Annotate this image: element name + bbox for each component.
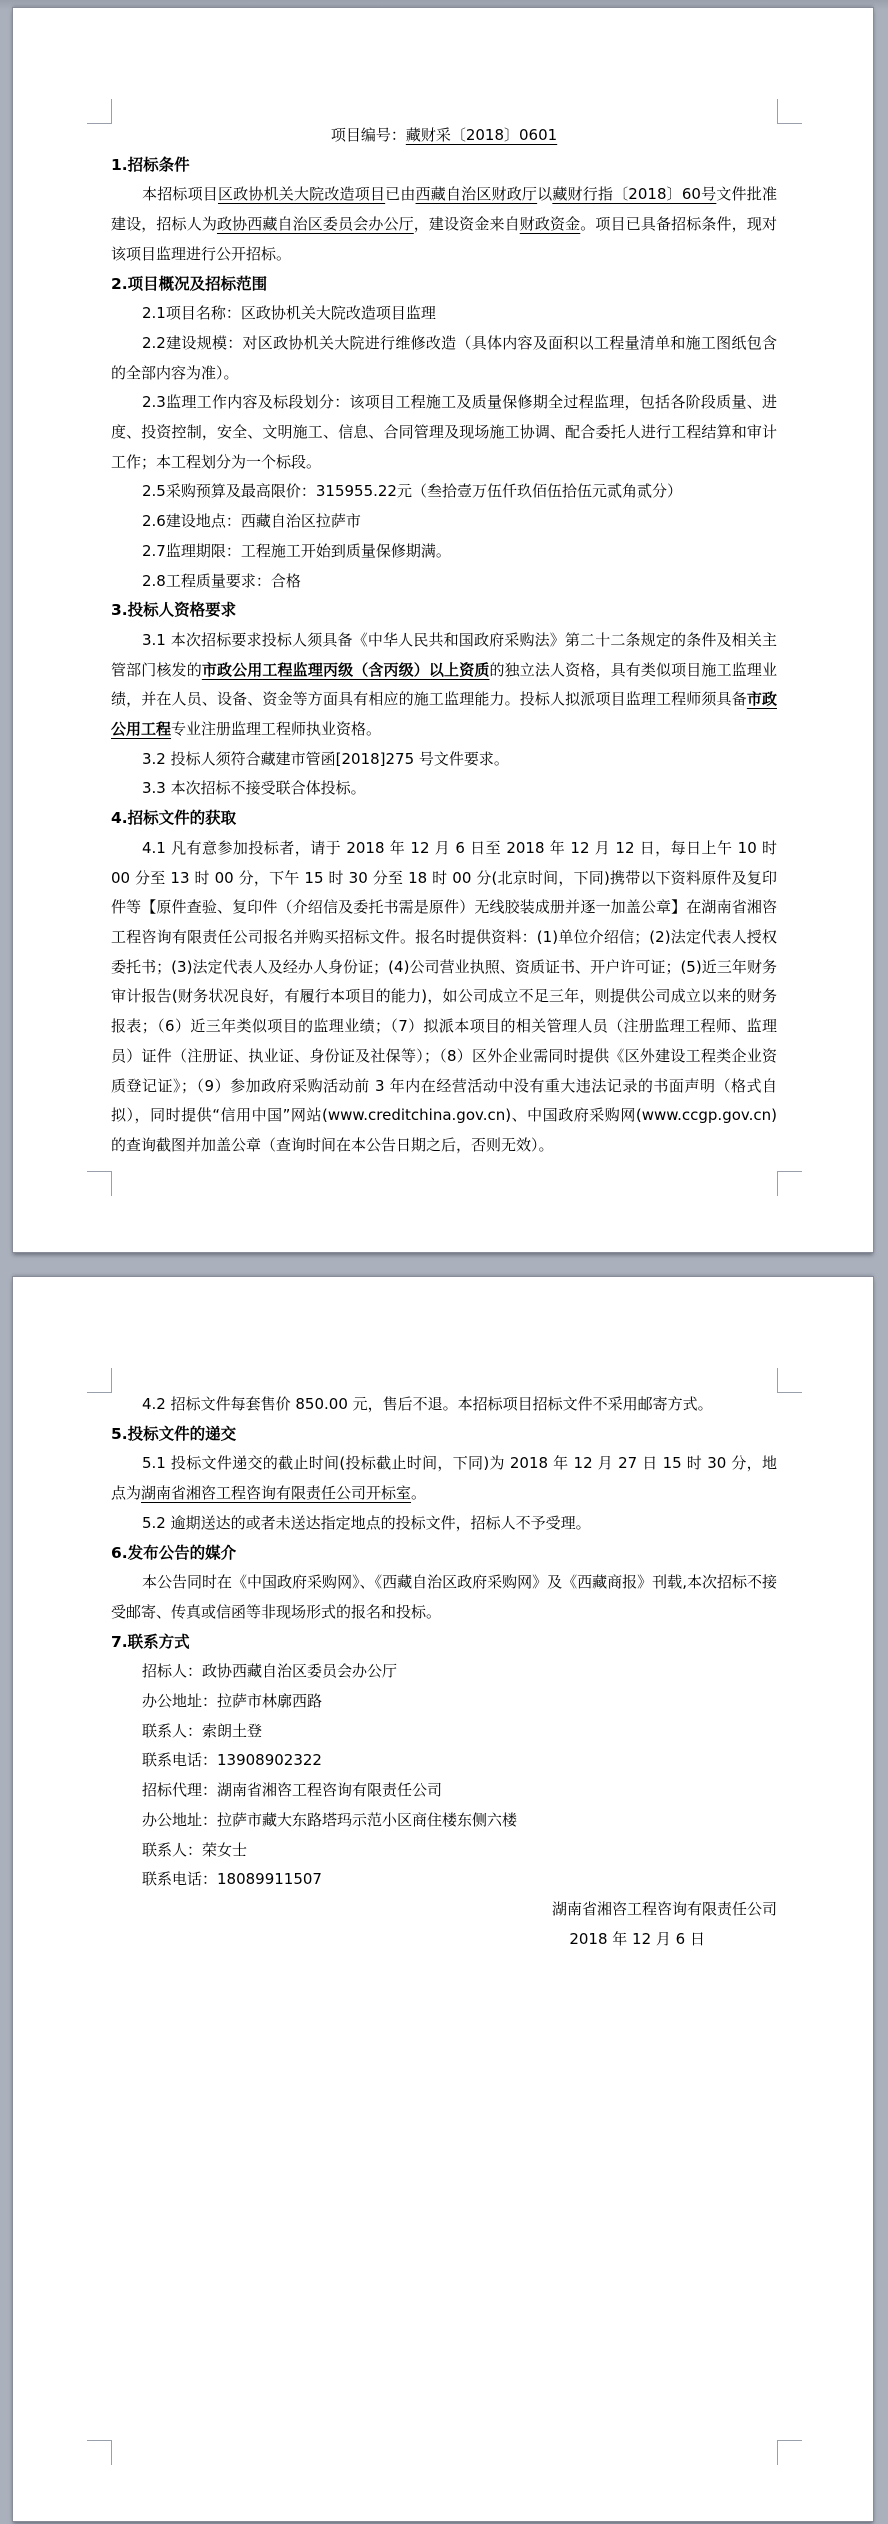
- text-run: 招标人：政协西藏自治区委员会办公厅: [142, 1662, 398, 1681]
- text-run: 财政资金: [519, 215, 581, 234]
- paragraph-body: [111, 774, 777, 804]
- margin-mark-top-right-icon: [777, 99, 802, 124]
- paragraph-body: [111, 388, 777, 477]
- paragraph-plain: [111, 1776, 777, 1806]
- text-run: 政协西藏自治区委员会办公厅: [216, 215, 414, 234]
- paragraph-heading: [111, 1628, 777, 1658]
- paragraph-body: [111, 537, 777, 567]
- paragraph-plain: [111, 1836, 777, 1866]
- text-run: 市政公用工程: [111, 690, 777, 739]
- text-run: 4.1 凡有意参加投标者，请于 2018 年 12 月 6 日至 2018 年 12 月 12 日，每日上午 10 时 00 分至 13 时 00 分，下午 15 时 30 分至 18 时 00 分(北京时间，下同)携带以下资料原件及复印件等【原件查验、复印件（介绍信及委托书需是原件）无线胶装成册并逐一加盖公章】在湖南省湘咨工程咨询有限责任公司报名并购买招标文件。报名时提供资料：(1)单位介绍信；(2)法定代表人授权委托书；(3)法定代表人及经办人身份证；(4)公司营业执照、资质证书、开户许可证；(5)近三年财务审计报告(财务状况良好，有履行本项目的能力)，如公司成立不足三年，则提供公司成立以来的财务报表；（6）近三年类似项目的监理业绩；（7）拟派本项目的相关管理人员（注册监理工程师、监理员）证件（注册证、执业证、身份证及社保等）；（8）区外企业需同时提供《区外建设工程类企业资质登记证》；（9）参加政府采购活动前 3 年内在经营活动中没有重大违法记录的书面声明（格式自拟），同时提供“信用中国”网站(www.creditchina.gov.cn)、中国政府采购网(www.ccgp.gov.cn)的查询截图并加盖公章（查询时间在本公告日期之后，否则无效）。: [111, 838, 782, 1154]
- text-run: 5.2 逾期送达的或者未送达指定地点的投标文件，招标人不予受理。: [142, 1513, 591, 1532]
- text-run: 4.招标文件的获取: [111, 809, 237, 828]
- text-run: 5.1 投标文件递交的截止时间(投标截止时间，下同)为 2018 年 12 月 27 日 15 时 30 分，地点为: [111, 1454, 777, 1503]
- paragraph-heading: [111, 1539, 777, 1569]
- margin-mark-bottom-right-icon: [777, 2440, 802, 2465]
- text-run: 联系电话：13908902322: [142, 1751, 322, 1770]
- text-run: 专业注册监理工程师执业资格。: [171, 720, 382, 739]
- margin-mark-top-left-icon: [87, 1368, 112, 1393]
- paragraph-plain: [111, 1657, 777, 1687]
- text-run: 办公地址：拉萨市藏大东路塔玛示范小区商住楼东侧六楼: [142, 1810, 518, 1829]
- text-run: 湖南省湘咨工程咨询有限责任公司: [551, 1899, 777, 1918]
- paragraph-heading: [111, 270, 777, 300]
- paragraph-heading: [111, 151, 777, 181]
- text-run: 2.7监理期限：工程施工开始到质量保修期满。: [142, 541, 451, 560]
- text-run: 本招标项目: [142, 185, 218, 204]
- text-run: 7.联系方式: [111, 1632, 190, 1651]
- paragraph-body: [111, 1509, 777, 1539]
- text-run: 已由: [385, 185, 416, 204]
- document-page-2: [13, 1277, 873, 2521]
- text-run: 6.发布公告的媒介: [111, 1543, 237, 1562]
- text-run: 3.投标人资格要求: [111, 601, 237, 620]
- paragraph-body: [111, 477, 777, 507]
- paragraph-body: [111, 299, 777, 329]
- margin-mark-top-right-icon: [777, 1368, 802, 1393]
- paragraph-heading: [111, 596, 777, 626]
- text-run: 2018 年 12 月 6 日: [569, 1929, 705, 1948]
- paragraph-title: [111, 121, 777, 151]
- text-run: 联系人：索朗土登: [142, 1721, 263, 1740]
- paragraph-body: [111, 567, 777, 597]
- text-run: 的独立法人资格，具有类似项目施工监理业绩，并在人员、设备、资金等方面具有相应的施工监理能力。投标人拟派项目监理工程师须具备: [111, 660, 777, 709]
- paragraph-plain: [111, 1865, 777, 1895]
- margin-mark-bottom-right-icon: [777, 1171, 802, 1196]
- text-run: 2.3监理工作内容及标段划分：该项目工程施工及质量保修期全过程监理，包括各阶段质量、进度、投资控制，安全、文明施工、信息、合同管理及现场施工协调、配合委托人进行工程结算和审计工作；本工程划分为一个标段。: [111, 393, 777, 471]
- page-2-content: [111, 1390, 777, 1954]
- paragraph-body: [111, 1568, 777, 1627]
- margin-mark-bottom-left-icon: [87, 1171, 112, 1196]
- text-run: 湖南省湘咨工程咨询有限责任公司开标室: [141, 1484, 412, 1503]
- text-run: 藏财采〔2018〕0601: [405, 126, 558, 144]
- paragraph-body: [111, 180, 777, 269]
- paragraph-body: [111, 507, 777, 537]
- text-run: 西藏自治区财政厅: [415, 185, 538, 204]
- paragraph-heading: [111, 1420, 777, 1450]
- paragraph-body: [111, 1390, 777, 1420]
- text-run: 办公地址：拉萨市林廓西路: [142, 1692, 323, 1711]
- text-run: 联系人：荣女士: [142, 1840, 248, 1859]
- text-run: 3.1 本次招标要求投标人须具备《中华人民共和国政府采购法》第二十二条规定的条件及相关主管部门核发的: [111, 630, 777, 679]
- text-run: 2.6建设地点：西藏自治区拉萨市: [142, 512, 361, 531]
- text-run: 5.投标文件的递交: [111, 1424, 237, 1443]
- paragraph-body: [111, 834, 782, 1161]
- paragraph-plain: [111, 1806, 777, 1836]
- paragraph-body: [111, 745, 777, 775]
- text-run: 4.2 招标文件每套售价 850.00 元，售后不退。本招标项目招标文件不采用邮寄方式。: [142, 1395, 713, 1413]
- page-1-content: [111, 121, 782, 1161]
- paragraph-sign: [111, 1895, 777, 1925]
- text-run: 2.2建设规模：对区政协机关大院进行维修改造（具体内容及面积以工程量清单和施工图纸包含的全部内容为准）。: [111, 333, 777, 382]
- text-run: 2.项目概况及招标范围: [111, 274, 268, 293]
- text-run: 3.3 本次招标不接受联合体投标。: [142, 779, 366, 798]
- margin-mark-bottom-left-icon: [87, 2440, 112, 2465]
- text-run: ，建设资金来自: [413, 215, 520, 234]
- text-run: 招标代理：湖南省湘咨工程咨询有限责任公司: [142, 1781, 443, 1800]
- text-run: 联系电话：18089911507: [142, 1870, 322, 1889]
- text-run: 藏财行指〔2018〕60号: [552, 185, 717, 204]
- text-run: 文件批准建设，招标人为: [111, 185, 777, 234]
- text-run: 3.2 投标人须符合藏建市管函[2018]275 号文件要求。: [142, 749, 509, 768]
- paragraph-body: [111, 329, 777, 388]
- text-run: 以: [537, 185, 553, 204]
- text-run: 。: [411, 1484, 427, 1503]
- document-page-1: [13, 8, 873, 1252]
- text-run: 项目编号：: [330, 126, 406, 144]
- text-run: 2.5采购预算及最高限价：315955.22元（叁拾壹万伍仟玖佰伍拾伍元贰角贰分）: [142, 482, 682, 501]
- paragraph-heading: [111, 804, 777, 834]
- text-run: 2.8工程质量要求：合格: [142, 571, 301, 590]
- text-run: 区政协机关大院改造项目: [217, 185, 386, 204]
- text-run: 市政公用工程监理丙级（含丙级）以上资质: [201, 660, 490, 679]
- paragraph-plain: [111, 1717, 777, 1747]
- margin-mark-top-left-icon: [87, 99, 112, 124]
- text-run: 。项目已具备招标条件，现对该项目监理进行公开招标。: [111, 215, 777, 263]
- paragraph-body: [111, 1449, 777, 1508]
- paragraph-body: [111, 626, 777, 745]
- text-run: 1.招标条件: [111, 155, 190, 174]
- paragraph-plain: [111, 1746, 777, 1776]
- text-run: 2.1项目名称：区政协机关大院改造项目监理: [142, 304, 436, 323]
- paragraph-plain: [111, 1687, 777, 1717]
- paragraph-date: [111, 1925, 777, 1955]
- text-run: 本公告同时在《中国政府采购网》、《西藏自治区政府采购网》及《西藏商报》刊载,本次招标不接受邮寄、传真或信函等非现场形式的报名和投标。: [111, 1573, 777, 1621]
